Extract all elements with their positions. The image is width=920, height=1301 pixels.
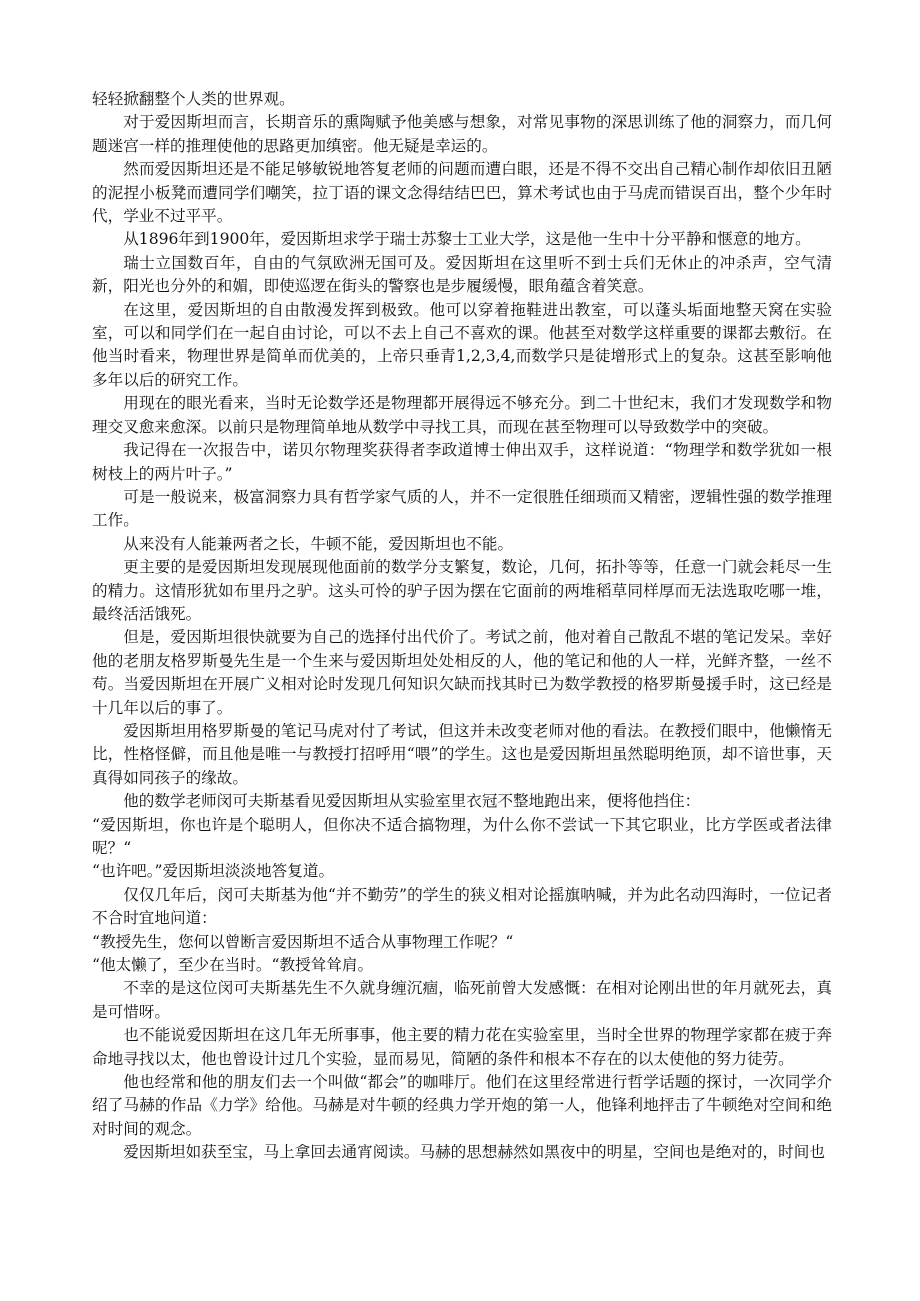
paragraph: “也许吧。”爱因斯坦淡淡地答复道。: [92, 862, 335, 881]
paragraph: 我记得在一次报告中，诺贝尔物理奖获得者李政道博士伸出双手，这样说道：“物理学和数学犹如一根树枝上的两片叶子。”: [92, 441, 832, 483]
paragraph: 然而爱因斯坦还是不能足够敏锐地答复老师的问题而遭白眼，还是不得不交出自己精心制作却依旧丑陋的泥捏小板凳而遭同学们嘲笑，拉丁语的课文念得结结巴巴，算术考试也由于马虎而错误百出，整个少年时代，学业不过平平。: [92, 160, 832, 226]
paragraph: 仅仅几年后，闵可夫斯基为他“并不勤劳”的学生的狭义相对论摇旗呐喊，并为此名动四海时，一位记者不合时宜地问道：: [92, 885, 832, 928]
paragraph: 爱因斯坦如获至宝，马上拿回去通宵阅读。马赫的思想赫然如黑夜中的明星，空间也是绝对的，时间也: [123, 1143, 825, 1162]
paragraph: 用现在的眼光看来，当时无论数学还是物理都开展得远不够充分。到二十世纪末，我们才发现数学和物理交叉愈来愈深。以前只是物理简单地从数学中寻找工具，而现在甚至物理可以导致数学中的突破。: [92, 394, 832, 436]
paragraph: 瑞士立国数百年，自由的气氛欧洲无国可及。爱因斯坦在这里听不到士兵们无休止的冲杀声，空气清新，阳光也分外的和媚，即使巡逻在街头的警察也是步履缓慢，眼角蕴含着笑意。: [92, 253, 832, 296]
paragraph: 不幸的是这位闵可夫斯基先生不久就身缠沉痼，临死前曾大发感慨：在相对论刚出世的年月就死去，真是可惜呀。: [92, 979, 832, 1021]
paragraph: 对于爱因斯坦而言，长期音乐的熏陶赋予他美感与想象，对常见事物的深思训练了他的洞察力，而几何题迷宫一样的推理使他的思路更加缜密。他无疑是幸运的。: [92, 113, 832, 155]
paragraph: 可是一般说来，极富洞察力具有哲学家气质的人，并不一定很胜任细琐而又精密，逻辑性强的数学推理工作。: [92, 487, 832, 530]
paragraph: 也不能说爱因斯坦在这几年无所事事，他主要的精力花在实验室里，当时全世界的物理学家都在疲于奔命地寻找以太，他也曾设计过几个实验，显而易见，简陋的条件和根本不存在的以太使他的努力徒劳。: [92, 1026, 832, 1068]
paragraph: 他也经常和他的朋友们去一个叫做“都会”的咖啡厅。他们在这里经常进行哲学话题的探讨，一次同学介绍了马赫的作品《力学》给他。马赫是对牛顿的经典力学开炮的第一人，他锋利地抨击了牛顿绝对空间和绝对时间的观念。: [92, 1073, 832, 1138]
paragraph: “教授先生，您何以曾断言爱因斯坦不适合从事物理工作呢？“: [92, 932, 514, 951]
paragraph: 他的数学老师闵可夫斯基看见爱因斯坦从实验室里衣冠不整地跑出来，便将他挡住：: [123, 792, 701, 811]
paragraph: 从1896年到1900年，爱因斯坦求学于瑞士苏黎士工业大学，这是他一生中十分平静和惬意的地方。: [123, 230, 811, 249]
paragraph: “他太懒了，至少在当时。“教授耸耸肩。: [92, 956, 374, 975]
paragraph: 轻轻掀翻整个人类的世界观。: [92, 90, 295, 108]
paragraph: 爱因斯坦用格罗斯曼的笔记马虎对付了考试，但这并未改变老师对他的看法。在教授们眼中，他懒惰无比，性格怪僻，而且他是唯一与教授打招呼用“喂”的学生。这也是爱因斯坦虽然聪明绝顶，却不谙世事，天真得如同孩子的缘故。: [92, 721, 832, 787]
paragraph: 更主要的是爱因斯坦发现展现他面前的数学分支繁复，数论，几何，拓扑等等，任意一门就会耗尽一生的精力。这情形犹如布里丹之驴。这头可怜的驴子因为摆在它面前的两堆稻草同样厚而无法选取吃哪一堆，最终活活饿死。: [92, 558, 832, 623]
document-page: [92, 88, 832, 1165]
paragraph: 从来没有人能兼两者之长，牛顿不能，爱因斯坦也不能。: [123, 534, 514, 553]
paragraph: “爱因斯坦，你也许是个聪明人，但你决不适合搞物理，为什么你不尝试一下其它职业，比方学医或者法律呢？“: [92, 815, 832, 857]
paragraph: 但是，爱因斯坦很快就要为自己的选择付出代价了。考试之前，他对着自己散乱不堪的笔记发呆。幸好他的老朋友格罗斯曼先生是一个生来与爱因斯坦处处相反的人，他的笔记和他的人一样，光鲜齐整，一丝不苟。当爱因斯坦在开展广义相对论时发现几何知识欠缺而找其时已为数学教授的格罗斯曼援手时，这已经是十几年以后的事了。: [92, 628, 832, 717]
paragraph: 在这里，爱因斯坦的自由散漫发挥到极致。他可以穿着拖鞋进出教室，可以蓬头垢面地整天窝在实验室，可以和同学们在一起自由讨论，可以不去上自己不喜欢的课。他甚至对数学这样重要的课都去敷衍。在他当时看来，物理世界是简单而优美的，上帝只垂青1,2,3,4,而数学只是徒增形式上的复杂。这甚至影响他多年以后的研究工作。: [92, 300, 832, 389]
